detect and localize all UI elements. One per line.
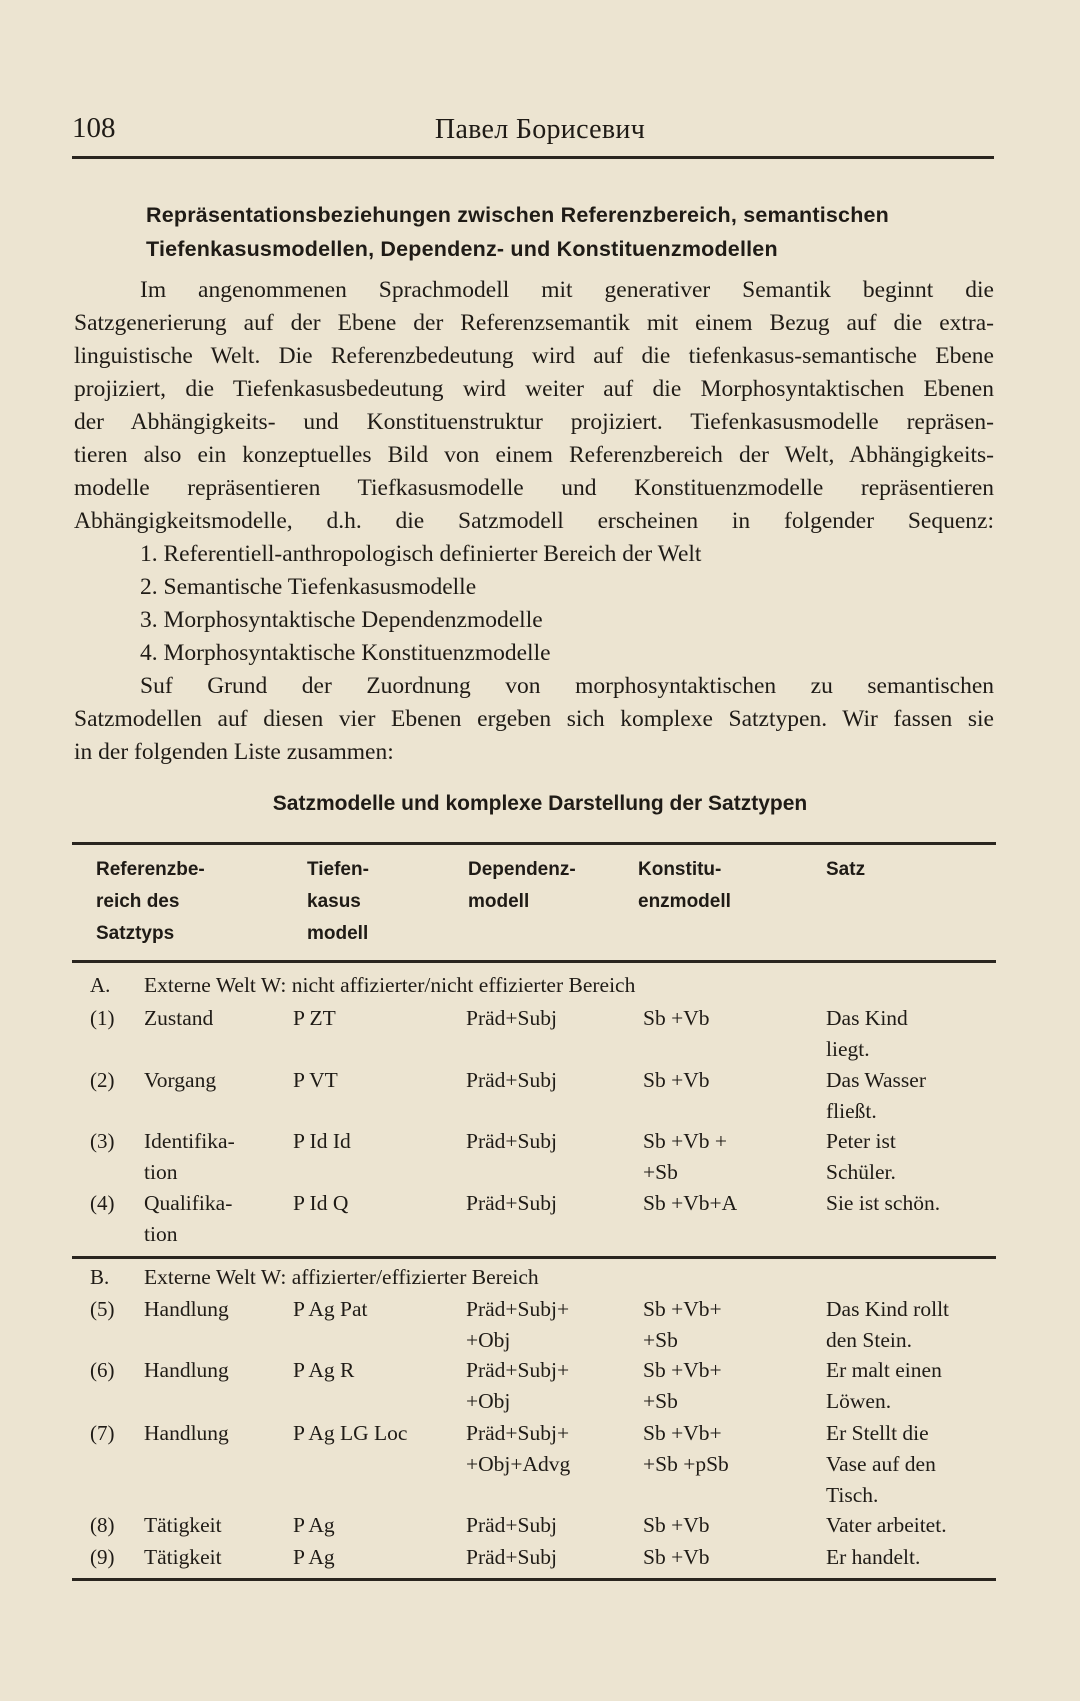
header-tiefenkasus: Tiefen- kasus modell <box>307 859 369 944</box>
paragraph-line: Abhängigkeitsmodelle, d.h. die Satzmodell erscheinen in folgender Sequenz: <box>74 508 994 534</box>
row-tiefenkasus: P ZT <box>293 1006 336 1030</box>
table-section-rule <box>72 1256 996 1259</box>
row-konstituenz: Sb +Vb+ +Sb <box>643 1358 722 1413</box>
row-tiefenkasus: P VT <box>293 1068 338 1092</box>
table-bottom-rule <box>72 1578 996 1581</box>
row-referenzbereich: Handlung <box>144 1297 229 1321</box>
row-satz: Vater arbeitet. <box>826 1513 947 1537</box>
row-konstituenz: Sb +Vb+ +Sb +pSb <box>643 1421 729 1476</box>
body-text <box>74 274 994 769</box>
list-item: 3. Morphosyntaktische Dependenzmodelle <box>140 607 543 633</box>
header-konstituenz: Konstitu- enzmodell <box>638 859 731 912</box>
row-konstituenz: Sb +Vb <box>643 1006 710 1030</box>
paragraph-line: linguistische Welt. Die Referenzbedeutung wird auf die tiefenkasus-semantische Ebene <box>74 343 994 369</box>
row-referenzbereich: Handlung <box>144 1358 229 1382</box>
row-dependenz: Präd+Subj <box>466 1513 557 1537</box>
paragraph-line: in der folgenden Liste zusammen: <box>74 739 394 765</box>
paragraph-line: Im angenommenen Sprachmodell mit generativer Semantik beginnt die <box>140 277 994 303</box>
row-referenzbereich: Qualifika- tion <box>144 1191 233 1246</box>
section-a-letter: A. <box>90 973 111 997</box>
row-dependenz: Präd+Subj+ +Obj+Advg <box>466 1421 571 1476</box>
page-number: 108 <box>72 112 116 144</box>
row-referenzbereich: Vorgang <box>144 1068 217 1092</box>
paragraph-line: tieren also ein konzeptuelles Bild von einem Referenzbereich der Welt, Abhängigkeits- <box>74 442 994 468</box>
row-tiefenkasus: P Ag <box>293 1513 335 1537</box>
row-tiefenkasus: P Ag <box>293 1545 335 1569</box>
section-b-label: Externe Welt W: affizierter/effizierter Bereich <box>144 1265 539 1289</box>
row-konstituenz: Sb +Vb+ +Sb <box>643 1297 722 1352</box>
table-top-rule <box>72 842 996 845</box>
row-referenzbereich: Zustand <box>144 1006 214 1030</box>
header-satz: Satz <box>826 859 866 880</box>
row-dependenz: Präd+Subj <box>466 1129 557 1153</box>
row-satz: Er malt einen Löwen. <box>826 1358 942 1413</box>
row-tiefenkasus: P Ag LG Loc <box>293 1421 408 1445</box>
row-konstituenz: Sb +Vb+A <box>643 1191 738 1215</box>
row-number: (5) <box>90 1297 115 1321</box>
row-number: (8) <box>90 1513 115 1537</box>
row-dependenz: Präd+Subj <box>466 1191 557 1215</box>
row-number: (6) <box>90 1358 115 1382</box>
row-satz: Er handelt. <box>826 1545 921 1569</box>
row-dependenz: Präd+Subj <box>466 1545 557 1569</box>
row-referenzbereich: Identifika- tion <box>144 1129 235 1184</box>
row-referenzbereich: Tätigkeit <box>144 1513 222 1537</box>
row-satz: Sie ist schön. <box>826 1191 941 1215</box>
section-title-line: Repräsentationsbeziehungen zwischen Referenzbereich, semantischen <box>146 203 890 227</box>
running-title: Павел Борисевич <box>434 114 646 145</box>
list-item: 2. Semantische Tiefenkasusmodelle <box>140 574 477 600</box>
row-satz: Peter ist Schüler. <box>826 1129 896 1184</box>
table-header-rule <box>72 960 996 963</box>
row-number: (7) <box>90 1421 115 1445</box>
row-dependenz: Präd+Subj <box>466 1006 557 1030</box>
row-dependenz: Präd+Subj+ +Obj <box>466 1358 570 1413</box>
section-title-line: Tiefenkasusmodellen, Dependenz- und Konstituenzmodellen <box>146 237 778 261</box>
row-konstituenz: Sb +Vb + +Sb <box>643 1129 727 1184</box>
row-dependenz: Präd+Subj+ +Obj <box>466 1297 570 1352</box>
paragraph-line: der Abhängigkeits- und Konstituenstruktur projiziert. Tiefenkasusmodelle repräsen- <box>74 409 994 435</box>
list-item: 4. Morphosyntaktische Konstituenzmodelle <box>140 640 551 666</box>
row-konstituenz: Sb +Vb <box>643 1068 710 1092</box>
section-a-label: Externe Welt W: nicht affizierter/nicht effizierter Bereich <box>144 973 636 997</box>
row-tiefenkasus: P Id Id <box>293 1129 351 1153</box>
row-tiefenkasus: P Ag Pat <box>293 1297 368 1321</box>
section-title <box>146 198 994 266</box>
header-referenzbereich: Referenzbe- reich des Satztyps <box>96 859 205 944</box>
row-satz: Das Kind liegt. <box>826 1006 908 1061</box>
row-konstituenz: Sb +Vb <box>643 1513 710 1537</box>
row-referenzbereich: Tätigkeit <box>144 1545 222 1569</box>
header-dependenz: Dependenz- modell <box>468 859 576 912</box>
row-tiefenkasus: P Id Q <box>293 1191 349 1215</box>
paragraph-line: projiziert, die Tiefenkasusbedeutung wird weiter auf die Morphosyntaktischen Ebenen <box>74 376 994 402</box>
list-item: 1. Referentiell-anthropologisch definierter Bereich der Welt <box>140 541 702 567</box>
row-satz: Das Kind rollt den Stein. <box>826 1297 950 1352</box>
section-b-letter: B. <box>90 1265 110 1289</box>
row-tiefenkasus: P Ag R <box>293 1358 355 1382</box>
row-dependenz: Präd+Subj <box>466 1068 557 1092</box>
paragraph-line: Satzmodellen auf diesen vier Ebenen ergeben sich komplexe Satztypen. Wir fassen sie <box>74 706 994 732</box>
paragraph-line: Suf Grund der Zuordnung von morphosyntaktischen zu semantischen <box>140 673 994 699</box>
row-number: (9) <box>90 1545 115 1569</box>
row-satz: Das Wasser fließt. <box>826 1068 926 1123</box>
row-number: (1) <box>90 1006 115 1030</box>
row-number: (4) <box>90 1191 115 1215</box>
header-rule <box>72 156 994 159</box>
row-number: (2) <box>90 1068 115 1092</box>
paragraph-line: Satzgenerierung auf der Ebene der Referenzsemantik mit einem Bezug auf die extra- <box>74 310 994 336</box>
row-number: (3) <box>90 1129 115 1153</box>
paragraph-line: modelle repräsentieren Tiefkasusmodelle und Konstituenzmodelle repräsentieren <box>74 475 994 501</box>
row-satz: Er Stellt die Vase auf den Tisch. <box>826 1421 936 1507</box>
row-referenzbereich: Handlung <box>144 1421 229 1445</box>
row-konstituenz: Sb +Vb <box>643 1545 710 1569</box>
table-title: Satzmodelle und komplexe Darstellung der Satztypen <box>272 792 808 815</box>
